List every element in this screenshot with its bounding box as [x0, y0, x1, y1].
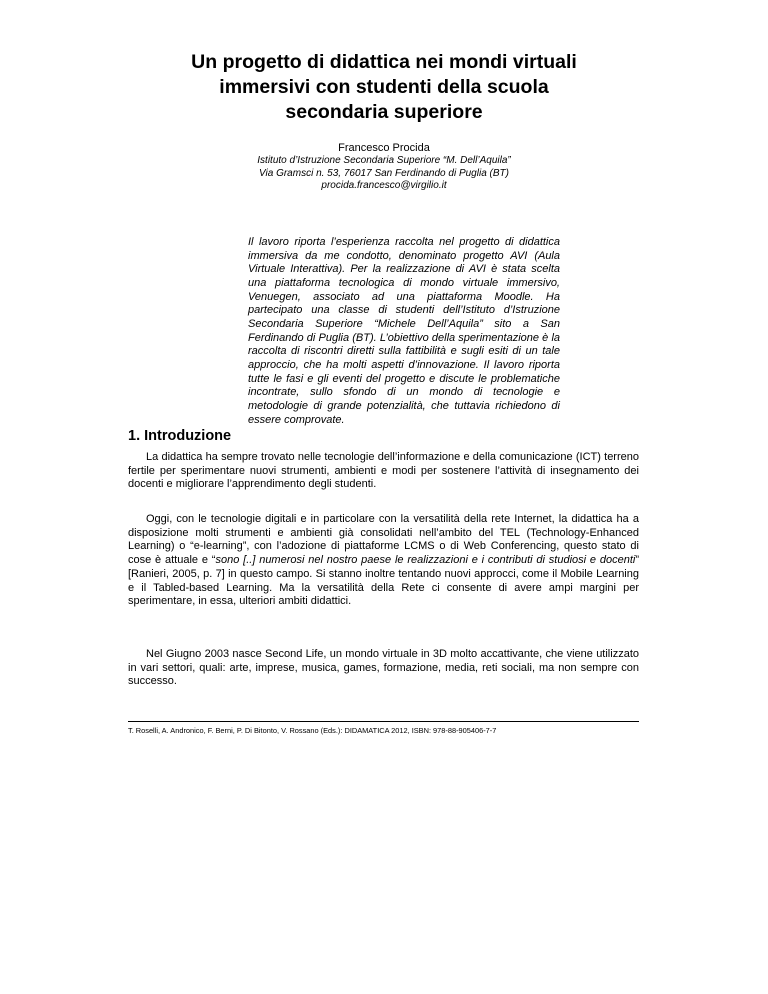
footnote-separator [128, 721, 639, 722]
author-affiliation [0, 155, 768, 193]
affiliation-address: Via Gramsci n. 53, 76017 San Ferdinando di Puglia (BT) [259, 167, 509, 179]
paragraph-2-text-b: ” [Ranieri, 2005, p. 7] in questo campo. Si stanno inoltre tentando nuovi approcci, come il Mobile Learning e il Tabled-based Learning. Ma la versatilità della Rete ci consente di avere ampi margini per sperimentare, in essa, ulteriori ambiti didattici. [128, 554, 639, 608]
title-line-2: immersivi con studenti della scuola [219, 76, 549, 98]
abstract: Il lavoro riporta l’esperienza raccolta nel progetto di didattica immersiva da me condotto, denominato progetto AVI (Aula Virtuale Interattiva). Per la realizzazione di AVI è stata scelta una piattaforma tecnologica di mondo virtuale immersivo, Venuegen, associato ad una piattaforma Moodle. Ha partecipato una classe di studenti dell’Istituto d’Istruzione Secondaria Superiore “Michele Dell’Aquila” sito a San Ferdinando di Puglia (BT). L’obiettivo della sperimentazione è la raccolta di riscontri diretti sulla fattibilità e sugli esiti di un tale approccio, che ha molti aspetti d’innovazione. Il lavoro riporta tutte le fasi e gli eventi del progetto e discute le problematiche incontrate, sullo sfondo di un mondo di tecnologie e metodologie di grande potenzialità, che tuttavia richiedono di essere comprovate. [248, 236, 560, 426]
section-heading: 1. Introduzione [128, 428, 232, 444]
paragraph-2-quote: sono [..] numerosi nel nostro paese le realizzazioni e i contributi di studiosi e docenti [215, 554, 636, 567]
body-paragraph-1: La didattica ha sempre trovato nelle tecnologie dell’informazione e della comunicazione (ICT) terreno fertile per sperimentare nuovi strumenti, ambienti e modi per sostenere l’attività di insegnamento dei docenti e migliorare l’apprendimento degli studenti. [128, 451, 639, 491]
paper-title [150, 50, 618, 125]
affiliation-email: procida.francesco@virgilio.it [321, 180, 447, 192]
title-line-1: Un progetto di didattica nei mondi virtuali [191, 51, 577, 73]
footnote-citation: T. Roselli, A. Andronico, F. Berni, P. Di Bitonto, V. Rossano (Eds.): DIDAMATICA 2012, ISBN: 978-88-905406-7-7 [128, 726, 497, 735]
body-paragraph-3: Nel Giugno 2003 nasce Second Life, un mondo virtuale in 3D molto accattivante, che viene utilizzato in vari settori, quali: arte, imprese, musica, games, formazione, media, reti sociali, ma non sempre con successo. [128, 648, 639, 688]
paragraph-2-text-a: Oggi, con le tecnologie digitali e in particolare con la versatilità della rete Internet, la didattica ha a disposizione molti strumenti e ambienti già consolidati nell’ambito del TEL (Technology-Enhanced Learning) o “e-learning”, con l’adozione di piattaforme LCMS o di Web Conferencing, questo stato di cose è attuale e “ [128, 513, 639, 567]
body-paragraph-2 [128, 513, 639, 609]
affiliation-institute: Istituto d’Istruzione Secondaria Superiore “M. Dell’Aquila” [257, 155, 511, 166]
author-name: Francesco Procida [338, 142, 430, 154]
title-line-3: secondaria superiore [285, 101, 483, 123]
